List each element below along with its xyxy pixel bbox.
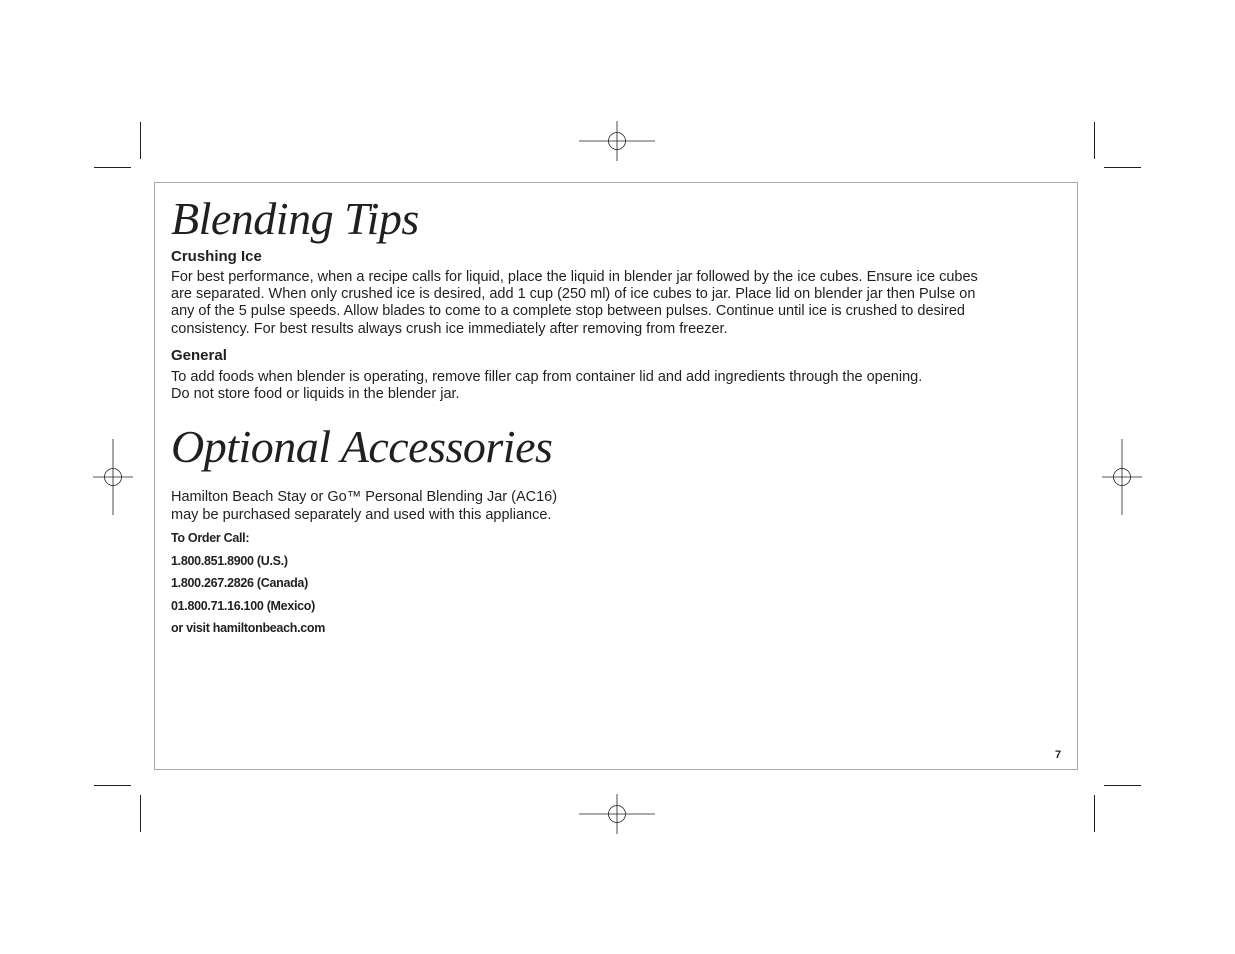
phone-mexico: 01.800.71.16.100 (Mexico) <box>171 598 315 613</box>
description-line: Hamilton Beach Stay or Go™ Personal Blending Jar (AC16) <box>171 489 558 505</box>
paragraph-line: any of the 5 pulse speeds. Allow blades to come to a complete stop between pulses. Continue until ice is crushed to desired <box>171 303 965 320</box>
crop-mark-top-right-vertical <box>1094 122 1095 159</box>
crushing-ice-heading: Crushing Ice <box>171 248 262 265</box>
blending-tips-title: Blending Tips <box>171 193 419 244</box>
paragraph-line: are separated. When only crushed ice is desired, add 1 cup (250 ml) of ice cubes to jar. Place lid on blender jar then Pulse on <box>171 286 976 303</box>
crop-mark-bottom-left-horizontal <box>94 785 131 786</box>
registration-mark-bottom-icon <box>579 794 655 834</box>
crop-mark-bottom-left-vertical <box>140 795 141 832</box>
order-info-list <box>171 527 325 640</box>
general-paragraph <box>171 369 1066 403</box>
crop-mark-bottom-right-horizontal <box>1104 785 1141 786</box>
general-heading: General <box>171 347 227 364</box>
registration-mark-right-icon <box>1102 439 1142 515</box>
registration-mark-top-icon <box>579 121 655 161</box>
website-link: or visit hamiltonbeach.com <box>171 621 326 636</box>
paragraph-line: To add foods when blender is operating, remove filler cap from container lid and add ingredients through the opening. <box>171 369 923 385</box>
accessories-description <box>171 488 557 524</box>
phone-us: 1.800.851.8900 (U.S.) <box>171 553 288 568</box>
optional-accessories-title: Optional Accessories <box>171 421 553 472</box>
description-line: may be purchased separately and used with this appliance. <box>171 507 552 523</box>
page-number: 7 <box>1055 749 1062 761</box>
crushing-ice-paragraph <box>171 269 1066 338</box>
crop-mark-top-left-vertical <box>140 122 141 159</box>
registration-mark-left-icon <box>93 439 133 515</box>
crop-mark-top-right-horizontal <box>1104 167 1141 168</box>
paragraph-line: For best performance, when a recipe calls for liquid, place the liquid in blender jar followed by the ice cubes. Ensure ice cubes <box>171 269 978 285</box>
crop-mark-bottom-right-vertical <box>1094 795 1095 832</box>
paragraph-line: consistency. For best results always crush ice immediately after removing from freezer. <box>171 320 728 337</box>
phone-canada: 1.800.267.2826 (Canada) <box>171 576 308 591</box>
paragraph-line: Do not store food or liquids in the blender jar. <box>171 386 460 403</box>
crop-mark-top-left-horizontal <box>94 167 131 168</box>
order-call-label: To Order Call: <box>171 531 250 545</box>
